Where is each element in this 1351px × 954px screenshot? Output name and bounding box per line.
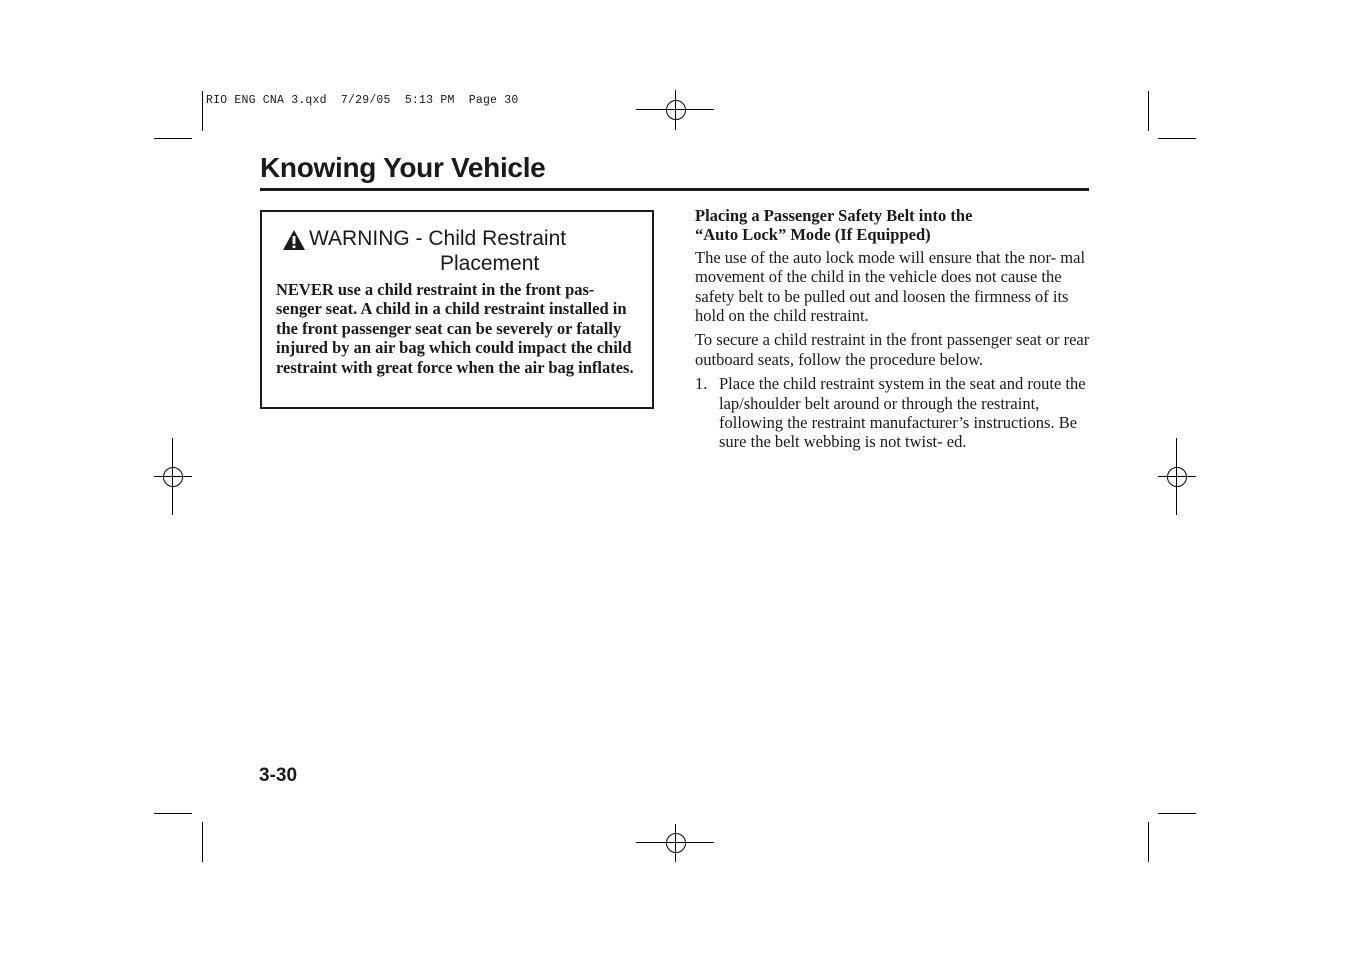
warning-title-line2: Placement bbox=[440, 252, 540, 275]
crop-mark bbox=[1158, 138, 1196, 139]
section-heading bbox=[695, 206, 1091, 245]
paragraph: To secure a child restraint in the front passenger seat or rear outboard seats, follow the procedure below. bbox=[695, 330, 1090, 369]
crop-mark bbox=[1148, 822, 1149, 862]
warning-body: NEVER use a child restraint in the front pas- senger seat. A child in a child restraint installed in the front passenger seat can be severely or fatally injured by an air bag which could impact the child restraint with great force when the air bag inflates. bbox=[276, 280, 634, 377]
title-rule bbox=[260, 188, 1089, 191]
crop-mark bbox=[202, 91, 203, 131]
warning-title-line1: WARNING - Child Restraint bbox=[309, 227, 567, 250]
crop-mark bbox=[202, 822, 203, 862]
registration-circle bbox=[666, 100, 686, 120]
crop-mark bbox=[1148, 91, 1149, 131]
crop-mark bbox=[154, 813, 192, 814]
registration-circle bbox=[666, 833, 686, 853]
right-column bbox=[695, 206, 1091, 452]
list-item bbox=[695, 374, 1091, 452]
warning-box bbox=[260, 210, 654, 409]
page-number: 3-30 bbox=[259, 765, 298, 786]
file-slug-line: RIO ENG CNA 3.qxd 7/29/05 5:13 PM Page 30 bbox=[206, 94, 519, 107]
list-item-text: Place the child restraint system in the seat and route the lap/shoulder belt around or through the restraint, following the restraint manufacturer’s instructions. Be sure the belt webbing is not twist- ed. bbox=[719, 374, 1086, 452]
registration-circle bbox=[1167, 467, 1187, 487]
chapter-title: Knowing Your Vehicle bbox=[260, 152, 546, 183]
crop-mark bbox=[1158, 813, 1196, 814]
warning-triangle-icon bbox=[282, 229, 306, 251]
list-item-number: 1. bbox=[695, 374, 708, 394]
crop-mark bbox=[154, 138, 192, 139]
paragraph: The use of the auto lock mode will ensure that the nor- mal movement of the child in the vehicle does not cause the safety belt to be pulled out and loosen the firmness of its hold on the child restraint. bbox=[695, 247, 1086, 326]
section-heading-line1: Placing a Passenger Safety Belt into the bbox=[695, 206, 973, 225]
registration-circle bbox=[163, 467, 183, 487]
section-heading-line2: “Auto Lock” Mode (If Equipped) bbox=[695, 225, 931, 245]
